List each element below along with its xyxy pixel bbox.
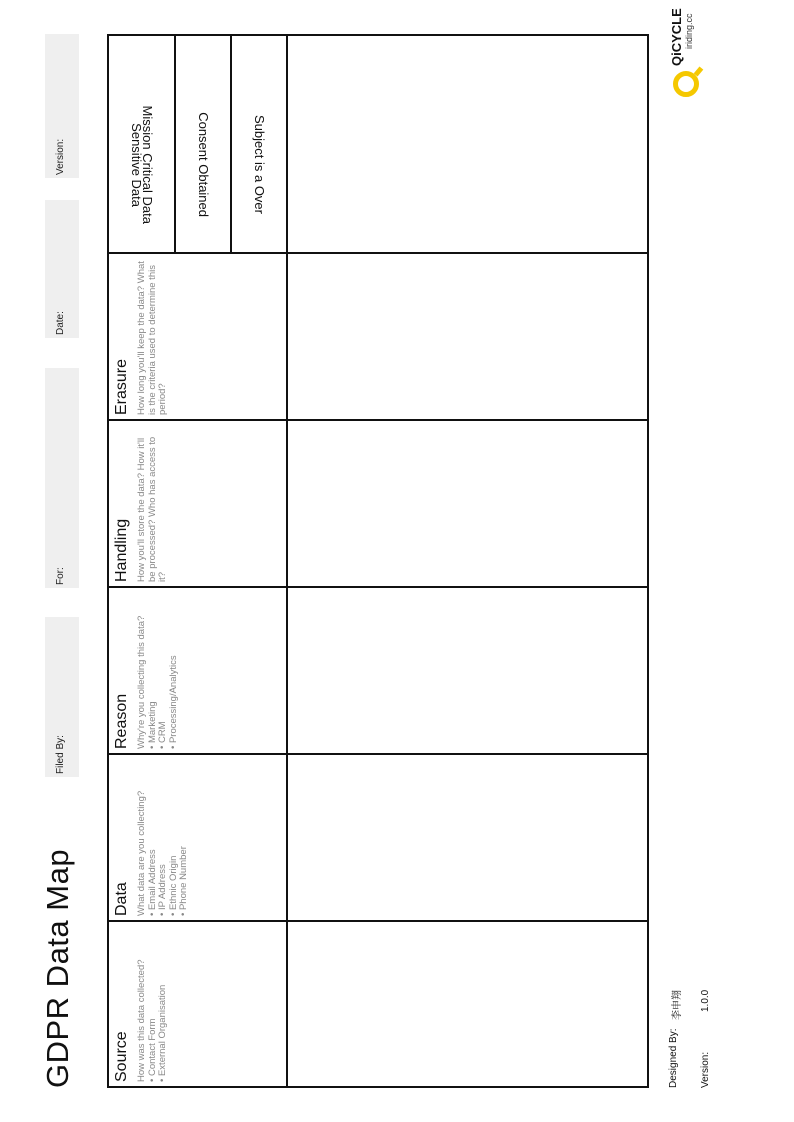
column-description [137, 927, 169, 1082]
column-bullet: • Marketing [146, 701, 158, 749]
logo-subtitle: iriding.cc [684, 13, 694, 49]
version-footer-value: 1.0.0 [700, 989, 711, 1012]
column-bullet: • IP Address [157, 864, 168, 916]
column-hint: How was this data collected? [136, 959, 147, 1082]
column-bullet: • Ethnic Origin [167, 855, 179, 916]
column-title: Source [113, 1031, 130, 1082]
column-hint: How you'll store the data? How it'll be processed? Who has access to it? [136, 436, 168, 582]
column-erasure [109, 254, 289, 419]
designed-by-value: 李申翔 [672, 990, 683, 1020]
date-label: Date: [55, 311, 66, 335]
column-reason [109, 588, 289, 753]
column-title: Data [113, 882, 130, 916]
flag-subject-over[interactable] [232, 78, 286, 252]
column-description [137, 594, 179, 749]
logo-tail-icon [694, 66, 704, 76]
flag-label: Subject is a Over [251, 115, 267, 215]
flags-divider [286, 34, 288, 254]
flag-label: Mission Critical Data [139, 105, 155, 225]
flag-label: Consent Obtained [195, 112, 211, 218]
designed-by-label: Designed By: [668, 1028, 679, 1088]
column-bullet: • Contact Form [146, 1018, 158, 1082]
column-bullet: • CRM [157, 721, 168, 749]
flag-sensitive-data[interactable] [109, 78, 163, 252]
column-description [137, 260, 169, 415]
qicycle-logo [665, 8, 720, 97]
for-field[interactable] [45, 368, 79, 588]
page-title: GDPR Data Map [40, 848, 75, 1088]
flag-label: Sensitive Data [128, 123, 144, 207]
column-title: Handling [113, 518, 130, 582]
filed-by-label: Filed By: [55, 735, 66, 774]
version-footer-label: Version: [700, 1051, 711, 1088]
logo-name: QiCYCLE [669, 8, 684, 66]
column-bullet: • Processing/Analytics [167, 655, 179, 749]
column-bullet: • Phone Number [178, 846, 189, 916]
for-label: For: [55, 567, 66, 585]
column-title: Erasure [113, 358, 130, 415]
column-hint: Why're you collecting this data? [136, 615, 147, 749]
column-handling [109, 421, 289, 586]
version-label: Version: [55, 138, 66, 175]
data-map-table [107, 34, 649, 1088]
column-bullet: • External Organisation [157, 984, 168, 1082]
column-source [109, 921, 289, 1086]
column-bullet: • Email Address [146, 849, 158, 916]
column-hint: What data are you collecting? [136, 790, 147, 916]
column-data [109, 755, 289, 920]
column-description [137, 761, 190, 916]
column-title: Reason [113, 693, 130, 749]
flag-consent-obtained[interactable] [176, 78, 230, 252]
column-description [137, 427, 169, 582]
column-hint: How long you'll keep the data? What is the criteria used to determine this period? [136, 261, 168, 415]
